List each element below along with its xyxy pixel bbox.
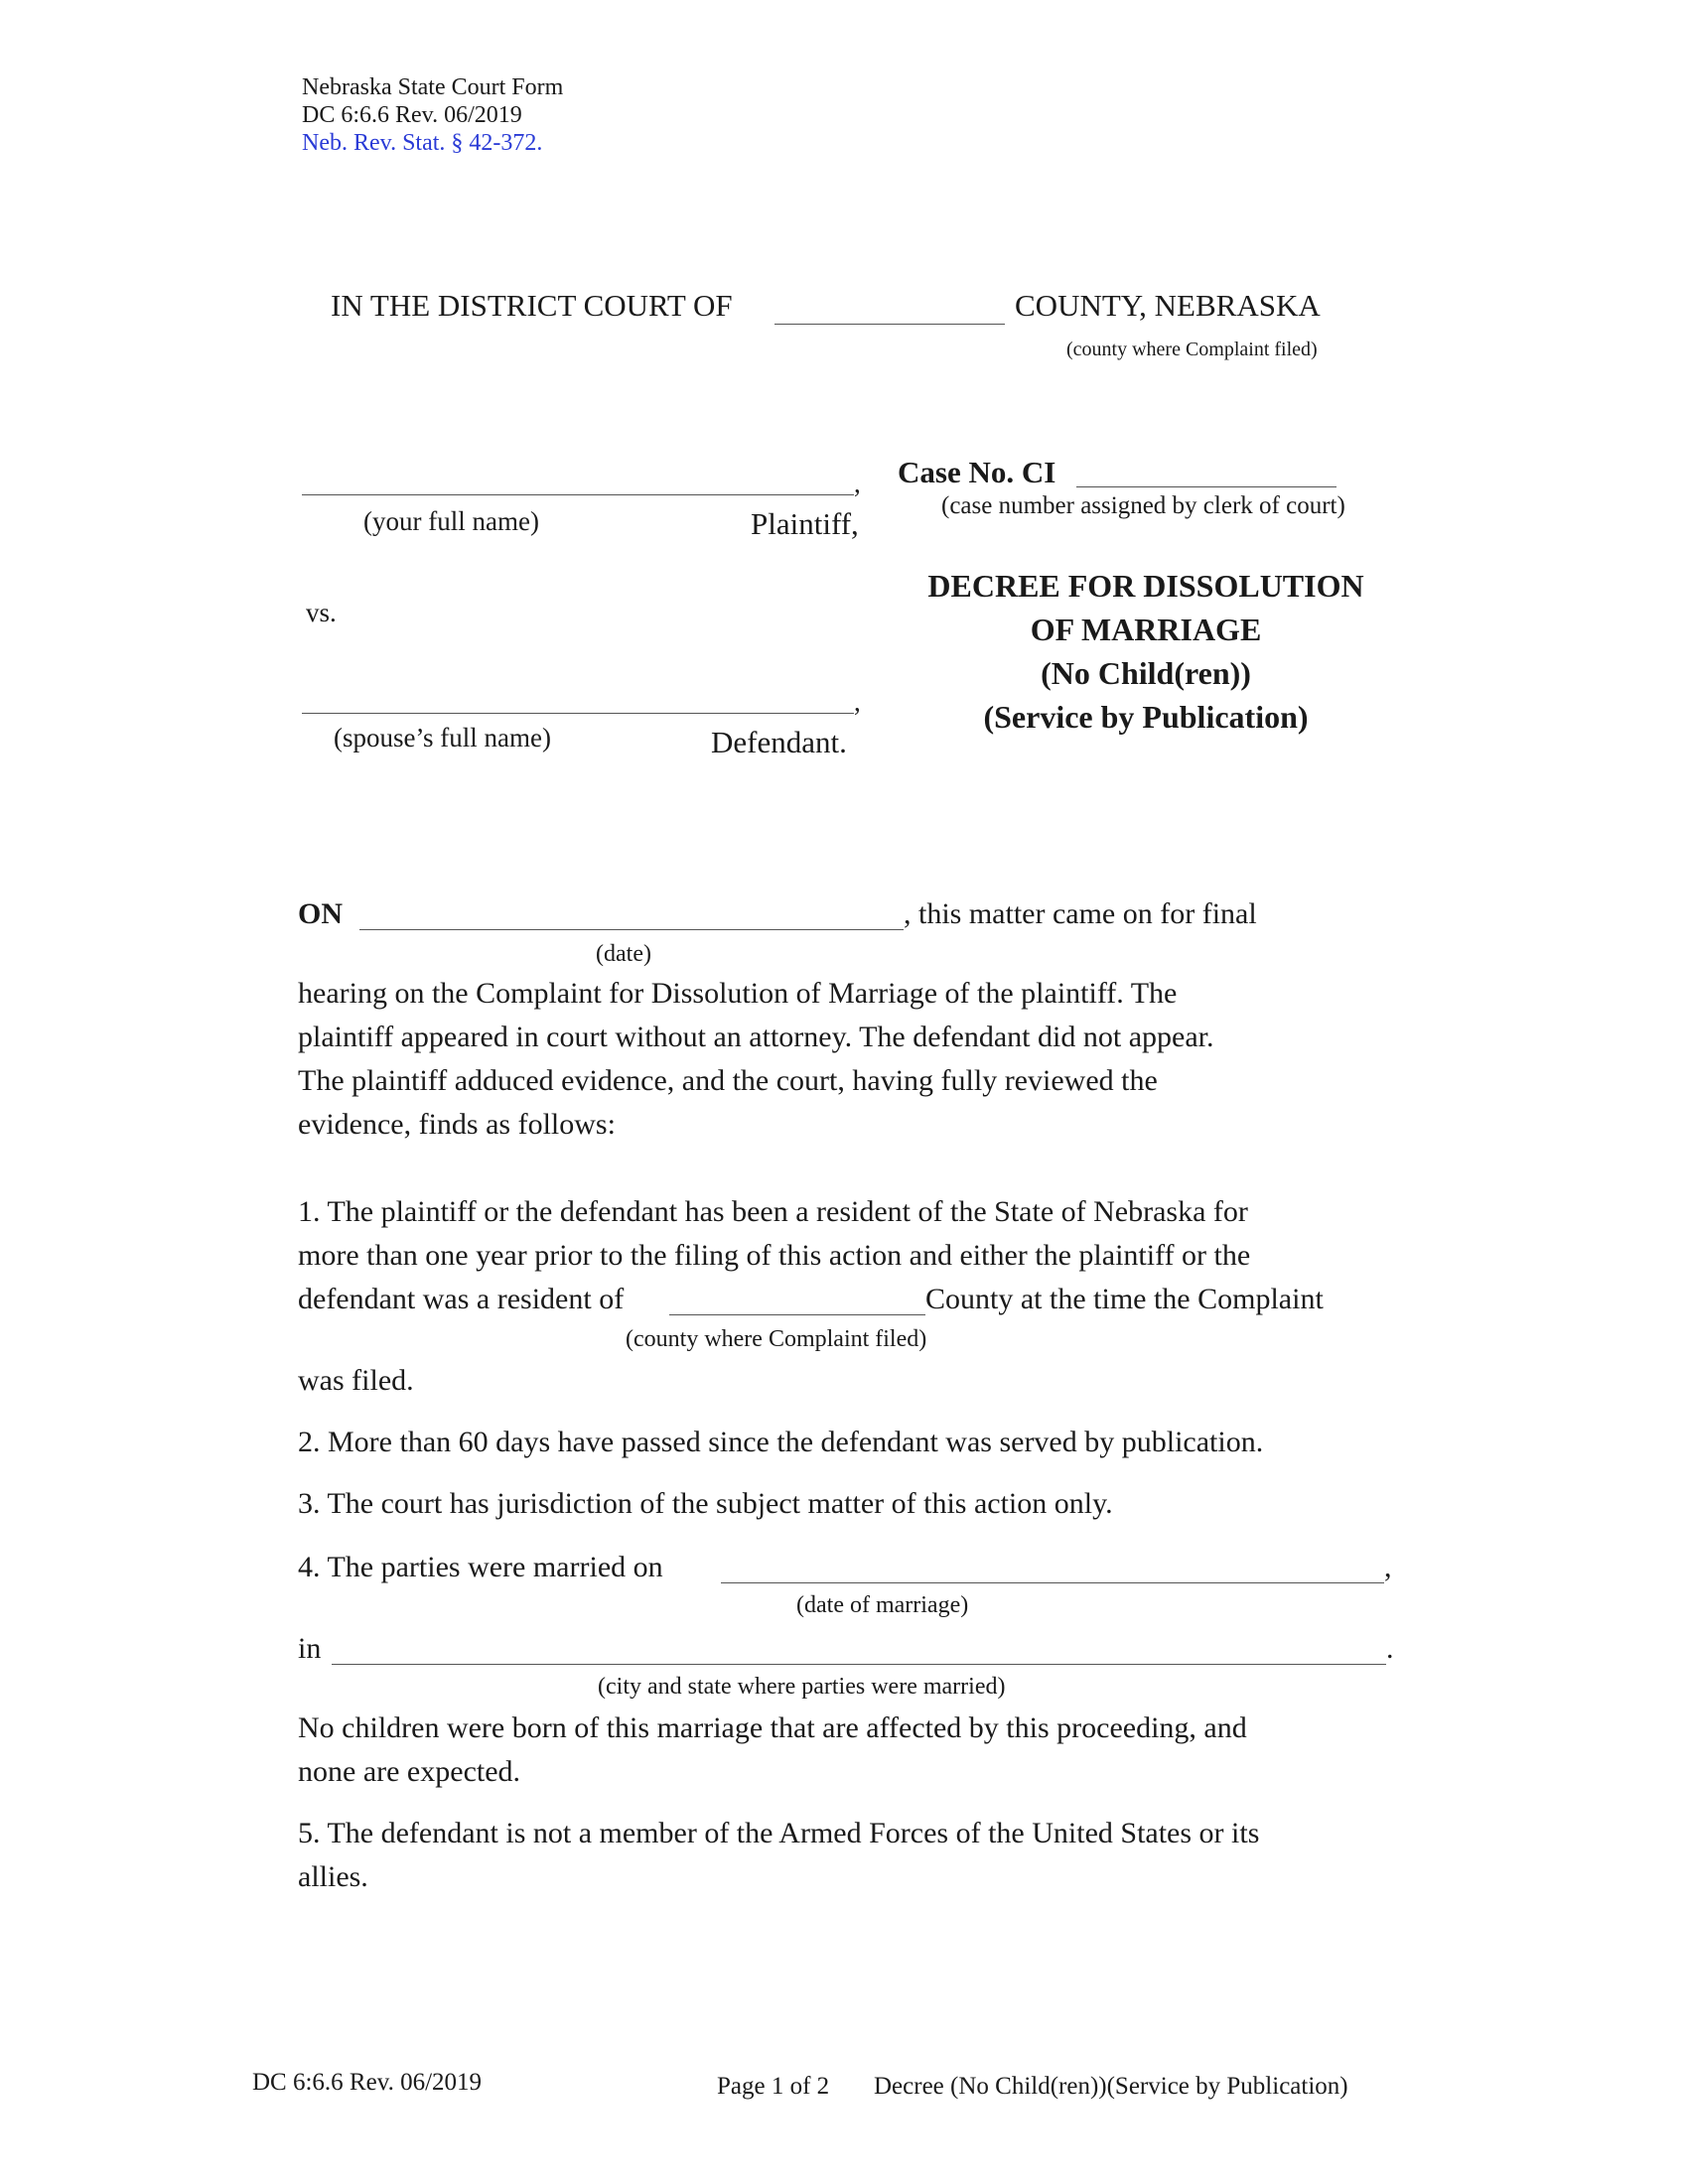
finding-1-line-4: was filed.: [298, 1364, 414, 1397]
finding-1-line-1: 1. The plaintiff or the defendant has been a resident of the State of Nebraska for: [298, 1195, 1248, 1228]
finding-4-period: .: [1386, 1632, 1394, 1665]
footer-document-title: Decree (No Child(ren))(Service by Publication): [874, 2073, 1348, 2100]
marriage-place-hint: (city and state where parties were married): [598, 1674, 1006, 1700]
marriage-place-blank[interactable]: [332, 1664, 1386, 1665]
on-tail: , this matter came on for final: [904, 897, 1257, 930]
date-hint: (date): [596, 941, 651, 967]
document-title-line-3: (No Child(ren)): [1041, 655, 1251, 691]
finding-4-children-1: No children were born of this marriage that are affected by this proceeding, and: [298, 1711, 1247, 1744]
document-title-line-4: (Service by Publication): [983, 699, 1309, 735]
finding-1-line-3-pre: defendant was a resident of: [298, 1283, 625, 1315]
resident-county-blank[interactable]: [669, 1314, 925, 1315]
county-hint: (county where Complaint filed): [1066, 339, 1318, 360]
versus-label: vs.: [306, 598, 337, 627]
hearing-date-blank[interactable]: [359, 929, 904, 930]
finding-4-comma: ,: [1384, 1551, 1392, 1583]
finding-4-children-2: none are expected.: [298, 1755, 521, 1788]
defendant-hint: (spouse’s full name): [334, 723, 551, 752]
marriage-date-blank[interactable]: [721, 1582, 1384, 1583]
case-number-hint: (case number assigned by clerk of court): [941, 492, 1345, 519]
finding-5-line-1: 5. The defendant is not a member of the Armed Forces of the United States or its: [298, 1817, 1260, 1849]
marriage-date-hint: (date of marriage): [796, 1592, 969, 1618]
intro-line-2: plaintiff appeared in court without an attorney. The defendant did not appear.: [298, 1021, 1214, 1053]
plaintiff-label: Plaintiff,: [751, 506, 859, 541]
form-code: DC 6:6.6 Rev. 06/2019: [302, 102, 522, 128]
finding-4-pre: 4. The parties were married on: [298, 1551, 663, 1583]
finding-2: 2. More than 60 days have passed since the defendant was served by publication.: [298, 1426, 1264, 1458]
resident-county-hint: (county where Complaint filed): [626, 1326, 927, 1352]
case-number-label: Case No. CI: [898, 455, 1056, 489]
footer-page-number: Page 1 of 2: [717, 2073, 830, 2100]
court-suffix: COUNTY, NEBRASKA: [1015, 288, 1321, 323]
form-name: Nebraska State Court Form: [302, 74, 564, 100]
plaintiff-hint: (your full name): [363, 506, 539, 536]
defendant-comma: ,: [854, 687, 861, 717]
statute-link[interactable]: Neb. Rev. Stat. § 42-372.: [302, 130, 543, 156]
document-title-line-2: OF MARRIAGE: [1030, 612, 1262, 647]
defendant-name-blank[interactable]: [302, 713, 854, 714]
court-prefix: IN THE DISTRICT COURT OF: [331, 288, 733, 323]
case-number-blank[interactable]: [1076, 486, 1336, 487]
finding-5-line-2: allies.: [298, 1860, 368, 1893]
document-title-line-1: DECREE FOR DISSOLUTION: [927, 568, 1364, 604]
finding-1-line-2: more than one year prior to the filing of this action and either the plaintiff or the: [298, 1239, 1251, 1272]
on-label: ON: [298, 897, 343, 930]
finding-4-in: in: [298, 1632, 322, 1665]
plaintiff-comma: ,: [854, 469, 861, 498]
finding-3: 3. The court has jurisdiction of the subject matter of this action only.: [298, 1487, 1113, 1520]
county-blank[interactable]: [774, 324, 1005, 325]
intro-line-3: The plaintiff adduced evidence, and the court, having fully reviewed the: [298, 1064, 1158, 1097]
intro-line-1: hearing on the Complaint for Dissolution of Marriage of the plaintiff. The: [298, 977, 1178, 1010]
finding-1-line-3-post: County at the time the Complaint: [925, 1283, 1324, 1315]
intro-line-4: evidence, finds as follows:: [298, 1108, 616, 1141]
footer-form-code: DC 6:6.6 Rev. 06/2019: [252, 2069, 483, 2096]
plaintiff-name-blank[interactable]: [302, 494, 854, 495]
defendant-label: Defendant.: [711, 725, 847, 759]
